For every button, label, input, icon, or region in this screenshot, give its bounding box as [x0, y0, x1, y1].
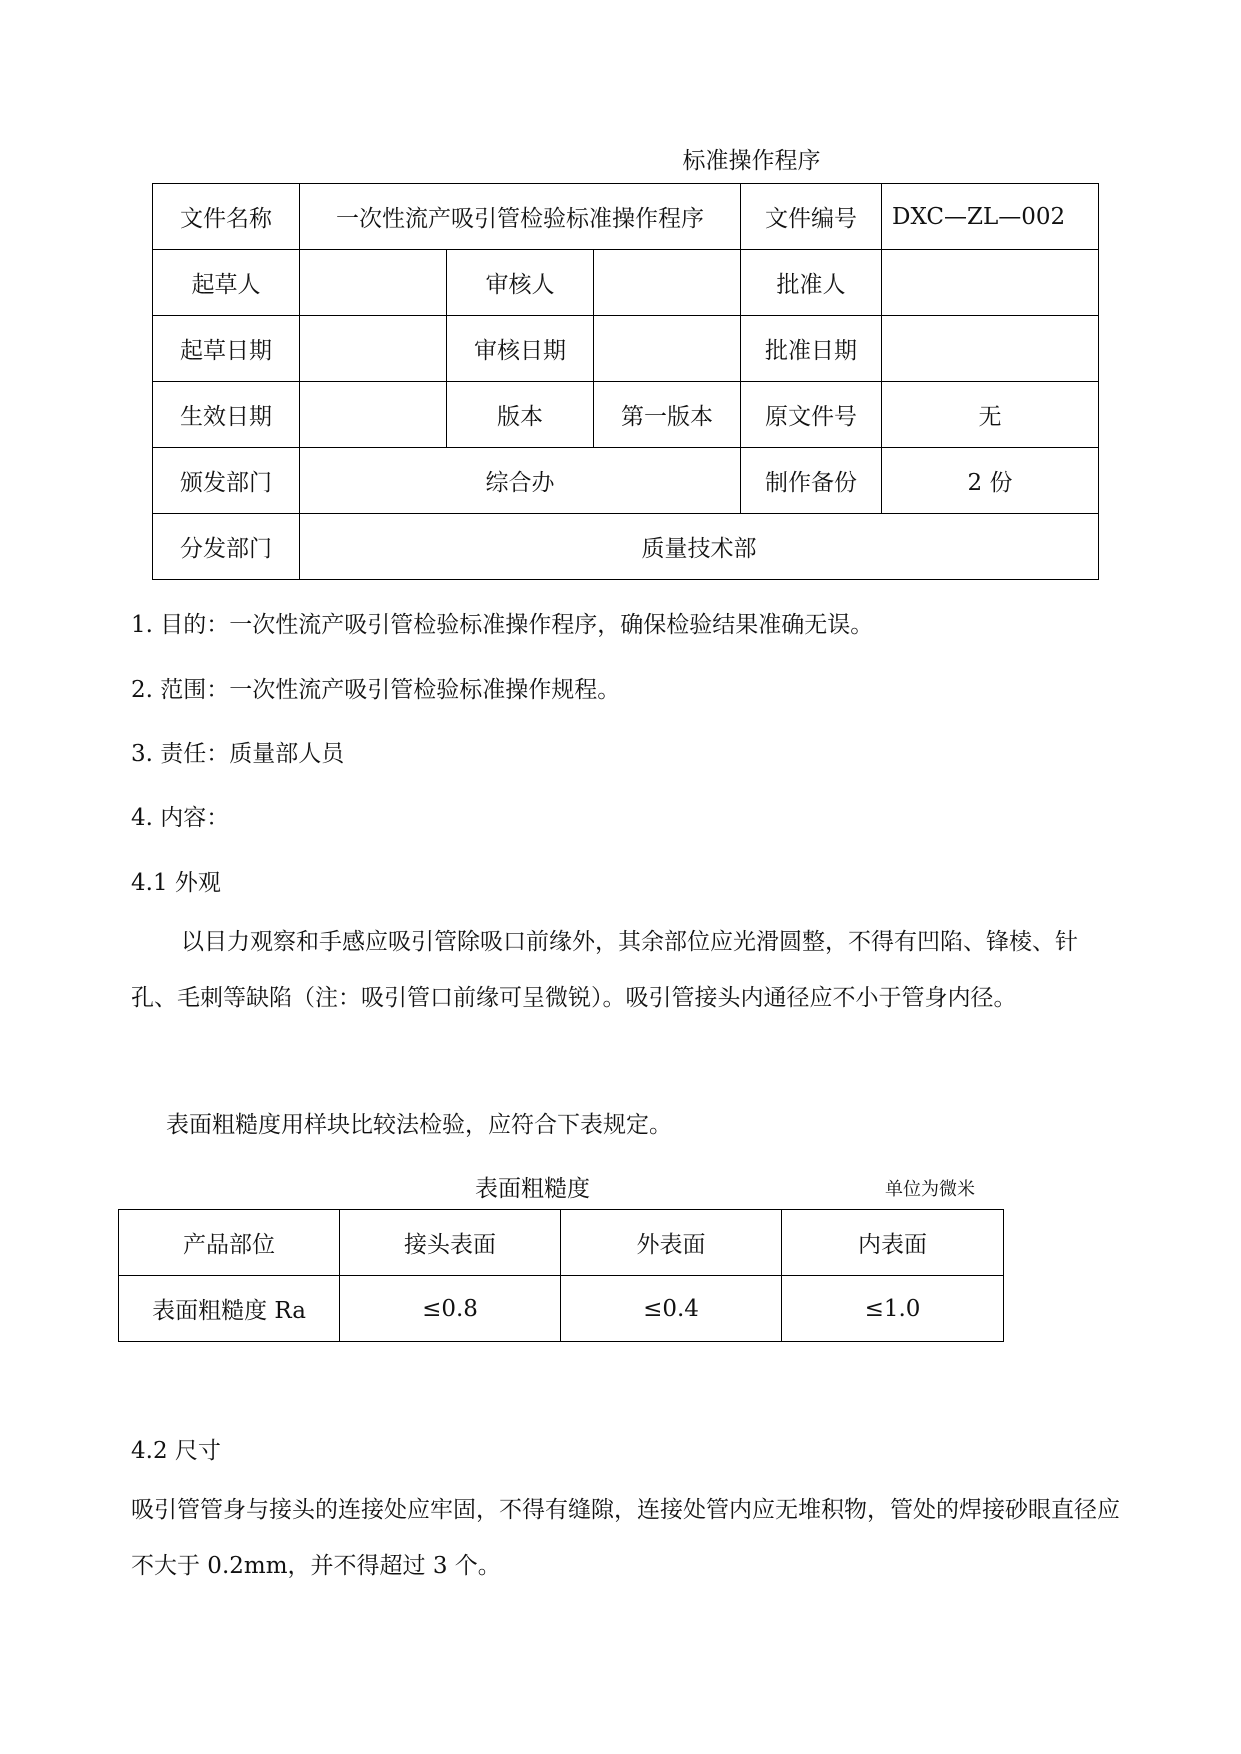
version-value: 第一版本	[594, 382, 741, 448]
reviewer-value	[594, 250, 741, 316]
review-date-label: 审核日期	[447, 316, 594, 382]
file-code-value: DXC—ZL—002	[882, 184, 1099, 250]
drafter-label: 起草人	[153, 250, 300, 316]
file-name-label: 文件名称	[153, 184, 300, 250]
roughness-table	[118, 1209, 1004, 1342]
review-date-value	[594, 316, 741, 382]
copies-value: 2 份	[882, 448, 1099, 514]
table-header-row	[119, 1210, 1004, 1276]
approve-date-label: 批准日期	[741, 316, 882, 382]
roughness-intro: 表面粗糙度用样块比较法检验，应符合下表规定。	[166, 1112, 672, 1138]
column-header: 外表面	[561, 1210, 782, 1276]
draft-date-value	[300, 316, 447, 382]
section-responsibility: 3. 责任：质量部人员	[131, 741, 345, 767]
table-cell: ≤0.8	[340, 1276, 561, 1342]
file-code-label: 文件编号	[741, 184, 882, 250]
column-header: 产品部位	[119, 1210, 340, 1276]
file-name-value: 一次性流产吸引管检验标准操作程序	[300, 184, 741, 250]
table-row	[153, 448, 1099, 514]
approve-date-value	[882, 316, 1099, 382]
issuing-dept-value: 综合办	[300, 448, 741, 514]
drafter-value	[300, 250, 447, 316]
table-row	[119, 1276, 1004, 1342]
reviewer-label: 审核人	[447, 250, 594, 316]
section-scope: 2. 范围：一次性流产吸引管检验标准操作规程。	[131, 677, 621, 703]
roughness-unit-note: 单位为微米	[885, 1179, 975, 1200]
table-cell: ≤0.4	[561, 1276, 782, 1342]
approver-label: 批准人	[741, 250, 882, 316]
copies-label: 制作备份	[741, 448, 882, 514]
section-dimensions-body: 吸引管管身与接头的连接处应牢固，不得有缝隙，连接处管内应无堆积物，管处的焊接砂眼直径应不大于 0.2mm，并不得超过 3 个。	[131, 1497, 1120, 1579]
draft-date-label: 起草日期	[153, 316, 300, 382]
effective-date-value	[300, 382, 447, 448]
original-file-value: 无	[882, 382, 1099, 448]
column-header: 内表面	[782, 1210, 1004, 1276]
table-row	[153, 514, 1099, 580]
column-header: 接头表面	[340, 1210, 561, 1276]
document-title: 标准操作程序	[682, 148, 821, 174]
distribution-dept-value: 质量技术部	[300, 514, 1099, 580]
effective-date-label: 生效日期	[153, 382, 300, 448]
section-dimensions-heading: 4.2 尺寸	[131, 1438, 221, 1464]
section-appearance-body: 以目力观察和手感应吸引管除吸口前缘外，其余部位应光滑圆整，不得有凹陷、锋棱、针孔、毛刺等缺陷（注：吸引管口前缘可呈微锐）。吸引管接头内通径应不小于管身内径。	[131, 929, 1078, 1011]
row-label: 表面粗糙度 Ra	[119, 1276, 340, 1342]
original-file-label: 原文件号	[741, 382, 882, 448]
section-purpose: 1. 目的：一次性流产吸引管检验标准操作程序，确保检验结果准确无误。	[131, 612, 874, 638]
document-info-table	[152, 183, 1099, 580]
table-row	[153, 250, 1099, 316]
table-cell: ≤1.0	[782, 1276, 1004, 1342]
table-row	[153, 316, 1099, 382]
distribution-dept-label: 分发部门	[153, 514, 300, 580]
section-content: 4. 内容：	[131, 805, 230, 831]
approver-value	[882, 250, 1099, 316]
issuing-dept-label: 颁发部门	[153, 448, 300, 514]
table-row	[153, 184, 1099, 250]
version-label: 版本	[447, 382, 594, 448]
section-appearance-heading: 4.1 外观	[131, 870, 221, 896]
table-row	[153, 382, 1099, 448]
roughness-table-caption: 表面粗糙度	[475, 1176, 590, 1202]
